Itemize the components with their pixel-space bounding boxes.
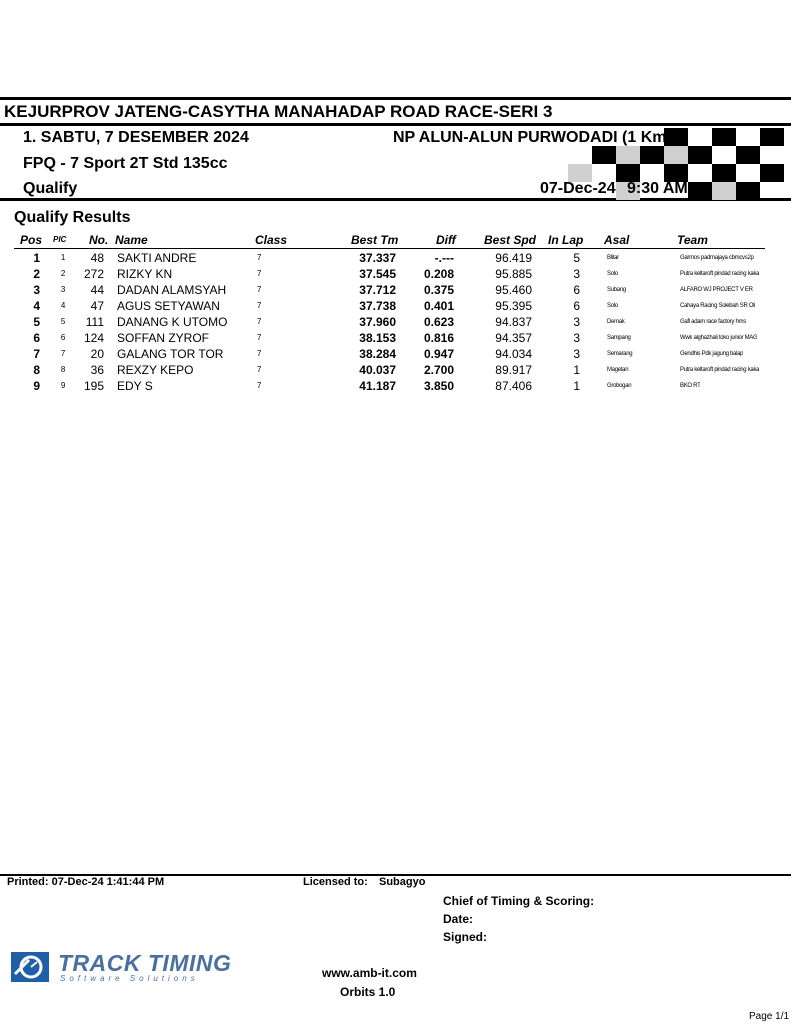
checker-square xyxy=(640,146,664,164)
cell-pos: 7 xyxy=(33,347,40,361)
cell-in-lap: 3 xyxy=(573,331,580,345)
cell-name: DADAN ALAMSYAH xyxy=(117,283,227,297)
cell-asal: Magetan xyxy=(607,367,629,373)
checker-square xyxy=(664,146,688,164)
session-day: 1. SABTU, 7 DESEMBER 2024 xyxy=(23,129,249,146)
cell-asal: Grobogan xyxy=(607,383,632,389)
cell-best-spd: 95.395 xyxy=(495,299,532,313)
cell-best-tm: 37.960 xyxy=(359,315,396,329)
licensed-to: Subagyo xyxy=(379,876,426,888)
checker-square xyxy=(616,146,640,164)
cell-in-lap: 3 xyxy=(573,315,580,329)
cell-best-spd: 94.034 xyxy=(495,347,532,361)
cell-diff: 0.816 xyxy=(423,331,454,345)
venue: NP ALUN-ALUN PURWODADI (1 Km) xyxy=(393,129,672,146)
cell-best-spd: 95.885 xyxy=(495,267,532,281)
col-no: No. xyxy=(89,233,109,247)
title-rule xyxy=(0,123,791,126)
page-number: Page 1/1 xyxy=(749,1011,790,1022)
col-in-lap: In Lap xyxy=(548,233,584,247)
cell-pos: 4 xyxy=(33,299,40,313)
cell-best-spd: 89.917 xyxy=(495,363,532,377)
cell-name: DANANG K UTOMO xyxy=(117,315,228,329)
cell-in-lap: 5 xyxy=(573,251,580,265)
cell-asal: Sampang xyxy=(607,335,631,341)
cell-no: 124 xyxy=(83,331,104,345)
cell-team: ALFARO WJ PROJECT V ER xyxy=(680,287,753,293)
cell-best-tm: 38.284 xyxy=(359,347,396,361)
cell-in-lap: 3 xyxy=(573,267,580,281)
cell-class: 7 xyxy=(257,381,262,390)
cell-best-tm: 37.337 xyxy=(359,251,396,265)
cell-best-tm: 37.712 xyxy=(359,283,396,297)
cell-class: 7 xyxy=(257,301,262,310)
cell-pic: 7 xyxy=(60,349,65,358)
header-underline xyxy=(14,248,765,249)
cell-no: 47 xyxy=(90,299,104,313)
col-asal: Asal xyxy=(604,233,630,247)
cell-best-tm: 37.738 xyxy=(359,299,396,313)
checker-square xyxy=(712,128,736,146)
cell-pic: 9 xyxy=(60,381,65,390)
cell-pic: 4 xyxy=(60,301,65,310)
cell-asal: Blitar xyxy=(607,255,619,261)
cell-asal: Subang xyxy=(607,287,626,293)
cell-pos: 6 xyxy=(33,331,40,345)
cell-diff: 0.401 xyxy=(423,299,454,313)
cell-team: Wwk alghazhali toko junior MAG xyxy=(680,335,758,341)
checker-square xyxy=(688,146,712,164)
cell-pos: 3 xyxy=(33,283,40,297)
cell-best-spd: 96.419 xyxy=(495,251,532,265)
cell-pic: 6 xyxy=(60,333,65,342)
table-row xyxy=(0,314,791,330)
cell-asal: Semarang xyxy=(607,351,633,357)
cell-best-tm: 40.037 xyxy=(359,363,396,377)
cell-best-tm: 37.545 xyxy=(359,267,396,281)
cell-name: SOFFAN ZYROF xyxy=(117,331,210,345)
cell-class: 7 xyxy=(257,269,262,278)
cell-diff: -.--- xyxy=(434,251,454,265)
cell-diff: 0.208 xyxy=(423,267,454,281)
checker-square xyxy=(736,146,760,164)
cell-best-tm: 38.153 xyxy=(359,331,396,345)
cell-pos: 5 xyxy=(33,315,40,329)
cell-team: Gendhis Pdk jagung balap xyxy=(680,351,744,357)
cell-class: 7 xyxy=(257,365,262,374)
cell-in-lap: 1 xyxy=(573,379,580,393)
printed-timestamp: Printed: 07-Dec-24 1:41:44 PM xyxy=(7,876,165,888)
cell-diff: 0.623 xyxy=(423,315,454,329)
cell-team: Putra keltaroft pindad racing kaka xyxy=(680,271,760,277)
table-row xyxy=(0,346,791,362)
cell-name: RIZKY KN xyxy=(117,267,173,281)
cell-team: Gafl adam race factory hms xyxy=(680,319,746,325)
event-title: KEJURPROV JATENG-CASYTHA MANAHADAP ROAD RACE-SERI 3 xyxy=(4,102,553,121)
cell-class: 7 xyxy=(257,253,262,262)
cell-no: 48 xyxy=(90,251,104,265)
cell-class: 7 xyxy=(257,317,262,326)
signed-label: Signed: xyxy=(443,930,487,944)
class-name: FPQ - 7 Sport 2T Std 135cc xyxy=(23,155,228,172)
website: www.amb-it.com xyxy=(322,966,417,980)
checker-square xyxy=(712,164,736,182)
cell-diff: 0.375 xyxy=(423,283,454,297)
session-date: 07-Dec-24 xyxy=(540,180,616,197)
cell-team: Putra keltaroft pindad racing kaka xyxy=(680,367,760,373)
col-best-tm: Best Tm xyxy=(351,233,399,247)
checker-square xyxy=(688,182,712,200)
col-class: Class xyxy=(255,233,288,247)
cell-name: SAKTI ANDRE xyxy=(117,251,197,265)
cell-in-lap: 1 xyxy=(573,363,580,377)
cell-pic: 8 xyxy=(60,365,65,374)
col-name: Name xyxy=(115,233,148,247)
col-best-spd: Best Spd xyxy=(484,233,537,247)
cell-pic: 2 xyxy=(60,269,65,278)
cell-diff: 0.947 xyxy=(423,347,454,361)
cell-name: AGUS SETYAWAN xyxy=(117,299,220,313)
cell-team: Cahaya Racing Solebah SR Oli xyxy=(680,303,756,309)
cell-pos: 2 xyxy=(33,267,40,281)
top-rule-thick xyxy=(0,97,791,100)
track-timing-logo-icon xyxy=(11,952,49,982)
cell-class: 7 xyxy=(257,349,262,358)
cell-asal: Solo xyxy=(607,303,618,309)
cell-no: 272 xyxy=(83,267,104,281)
logo-subtitle: Software Solutions xyxy=(60,974,199,983)
cell-best-spd: 95.460 xyxy=(495,283,532,297)
cell-diff: 3.850 xyxy=(423,379,454,393)
cell-diff: 2.700 xyxy=(423,363,454,377)
cell-no: 111 xyxy=(85,315,104,329)
cell-in-lap: 6 xyxy=(573,283,580,297)
checker-square xyxy=(736,182,760,200)
col-pos: Pos xyxy=(20,233,43,247)
cell-name: REXZY KEPO xyxy=(117,363,194,377)
cell-asal: Demak xyxy=(607,319,625,325)
col-pic: PIC xyxy=(53,235,67,244)
cell-name: GALANG TOR TOR xyxy=(117,347,224,361)
table-row xyxy=(0,250,791,266)
chief-of-timing-label: Chief of Timing & Scoring: xyxy=(443,894,595,908)
checker-square xyxy=(760,164,784,182)
cell-name: EDY S xyxy=(117,379,153,393)
col-diff: Diff xyxy=(436,233,456,247)
results-heading: Qualify Results xyxy=(14,209,131,226)
cell-class: 7 xyxy=(257,333,262,342)
cell-no: 44 xyxy=(90,283,104,297)
cell-no: 20 xyxy=(90,347,104,361)
table-row xyxy=(0,298,791,314)
column-headers xyxy=(0,232,791,248)
date-label: Date: xyxy=(443,912,474,926)
col-team: Team xyxy=(677,233,708,247)
table-row xyxy=(0,282,791,298)
cell-best-spd: 94.357 xyxy=(495,331,532,345)
cell-asal: Solo xyxy=(607,271,618,277)
table-row xyxy=(0,266,791,282)
checker-square xyxy=(760,128,784,146)
table-row xyxy=(0,362,791,378)
cell-pic: 3 xyxy=(60,285,65,294)
cell-no: 36 xyxy=(90,363,104,377)
cell-pic: 5 xyxy=(60,317,65,326)
cell-best-spd: 94.837 xyxy=(495,315,532,329)
cell-pos: 1 xyxy=(33,251,40,265)
table-row xyxy=(0,378,791,394)
table-row xyxy=(0,330,791,346)
cell-no: 195 xyxy=(83,379,104,393)
cell-best-tm: 41.187 xyxy=(359,379,396,393)
licensed-label: Licensed to: xyxy=(303,876,368,888)
cell-team: Garmos padmajaya cbmcvs2p xyxy=(680,255,754,261)
cell-pos: 8 xyxy=(33,363,40,377)
cell-in-lap: 3 xyxy=(573,347,580,361)
cell-in-lap: 6 xyxy=(573,299,580,313)
software-version: Orbits 1.0 xyxy=(340,985,396,999)
cell-pos: 9 xyxy=(33,379,40,393)
session-name: Qualify xyxy=(23,180,78,197)
checker-square xyxy=(592,146,616,164)
cell-class: 7 xyxy=(257,285,262,294)
logo-title: TRACK TIMING xyxy=(58,950,232,976)
session-time: 9:30 AM xyxy=(627,180,688,197)
cell-best-spd: 87.406 xyxy=(495,379,532,393)
cell-team: BKO RT xyxy=(680,383,701,389)
cell-pic: 1 xyxy=(60,253,65,262)
checker-square xyxy=(712,182,736,200)
